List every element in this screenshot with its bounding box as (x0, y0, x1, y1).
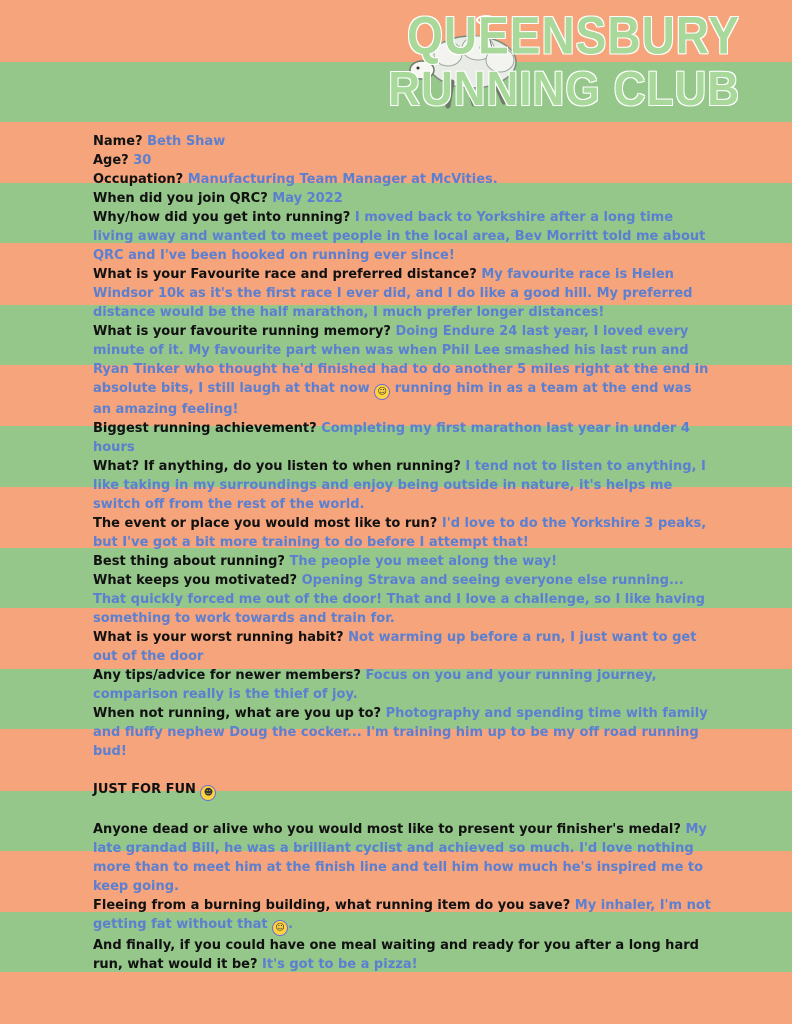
question: Fleeing from a burning building, what running item do you save? (93, 898, 571, 913)
question: What keeps you motivated? (93, 573, 298, 588)
answer: I tend not to listen to anything, I like taking in my surroundings and enjoy being outside in nature, it's helps me switch off from the rest of the world. (93, 459, 706, 512)
logo-text-queensbury: QUEENSBURY (407, 5, 740, 65)
question: Name? (93, 134, 143, 149)
interview-content (93, 132, 713, 974)
club-logo (388, 2, 768, 116)
qa-achievement (93, 419, 713, 457)
laughing-emoji-icon: ☺ (272, 920, 288, 936)
answer: I moved back to Yorkshire after a long time living away and wanted to meet people in the local area, Bev Morritt told me about QRC and I've been hooked on running ever since! (93, 210, 706, 263)
question: Occupation? (93, 172, 184, 187)
answer: My favourite race is Helen Windsor 10k as it's the first race I ever did, and I do like a good hill. My preferred distance would be the half marathon, I much prefer longer distances! (93, 267, 693, 320)
grinning-emoji-icon: ☺ (374, 384, 390, 400)
qa-favourite-race (93, 265, 713, 322)
question: Age? (93, 153, 129, 168)
fun-qa-meal (93, 936, 713, 974)
question: When did you join QRC? (93, 191, 268, 206)
answer: Beth Shaw (147, 134, 226, 149)
qa-motivation (93, 571, 713, 628)
fun-qa-burning-building (93, 896, 713, 936)
qa-join-date (93, 189, 713, 208)
answer: Not warming up before a run, I just want to get out of the door (93, 630, 697, 664)
qa-best-thing (93, 552, 713, 571)
question: What is your Favourite race and preferred distance? (93, 267, 477, 282)
band-orange (0, 972, 792, 1024)
qa-worst-habit (93, 628, 713, 666)
qa-not-running (93, 704, 713, 761)
answer-continued: . (288, 917, 294, 932)
spacer (93, 801, 713, 820)
qa-age (93, 151, 713, 170)
question: Biggest running achievement? (93, 421, 317, 436)
qa-running-memory (93, 322, 713, 419)
question: Anyone dead or alive who you would most like to present your finisher's medal? (93, 822, 681, 837)
answer: 30 (133, 153, 152, 168)
qa-event-place (93, 514, 713, 552)
qa-occupation (93, 170, 713, 189)
qa-listen (93, 457, 713, 514)
section-heading: JUST FOR FUN (93, 782, 196, 797)
answer: Completing my first marathon last year in under 4 hours (93, 421, 690, 455)
answer: My late grandad Bill, he was a brilliant cyclist and achieved so much. I'd love nothing more than to meet him at the finish line and tell him how much he's inspired me to keep going. (93, 822, 707, 894)
winking-tongue-emoji-icon: ☻ (200, 785, 216, 801)
question: When not running, what are you up to? (93, 706, 382, 721)
answer: My inhaler, I'm not getting fat without that (93, 898, 711, 932)
question: What is your worst running habit? (93, 630, 344, 645)
answer-continued: running him in as a team at the end was an amazing feeling! (93, 381, 692, 417)
question: The event or place you would most like to run? (93, 516, 438, 531)
answer: Manufacturing Team Manager at McVities. (187, 172, 498, 187)
qa-how-started (93, 208, 713, 265)
answer: Opening Strava and seeing everyone else running... That quickly forced me out of the door! That and I love a challenge, so I like having something to work towards and train for. (93, 573, 705, 626)
fun-heading (93, 780, 713, 801)
fun-qa-medal (93, 820, 713, 896)
qa-name (93, 132, 713, 151)
spacer (93, 761, 713, 780)
answer: Doing Endure 24 last year, I loved every minute of it. My favourite part when was when Phil Lee smashed his last run and Ryan Tinker who thought he'd finished had to do another 5 miles right at the end in absolute bits, I still laugh at that now (93, 324, 709, 396)
qa-tips (93, 666, 713, 704)
question: Any tips/advice for newer members? (93, 668, 361, 683)
answer: May 2022 (272, 191, 343, 206)
question: What? If anything, do you listen to when running? (93, 459, 461, 474)
question: And finally, if you could have one meal waiting and ready for you after a long hard run, what would it be? (93, 938, 699, 972)
question: Why/how did you get into running? (93, 210, 351, 225)
answer: I'd love to do the Yorkshire 3 peaks, but I've got a bit more training to do before I attempt that! (93, 516, 707, 550)
question: Best thing about running? (93, 554, 285, 569)
answer: It's got to be a pizza! (262, 957, 418, 972)
question: What is your favourite running memory? (93, 324, 391, 339)
answer: Photography and spending time with family and fluffy nephew Doug the cocker... I'm training him up to be my off road running bud! (93, 706, 708, 759)
answer: The people you meet along the way! (289, 554, 558, 569)
answer: Focus on you and your running journey, comparison really is the thief of joy. (93, 668, 657, 702)
logo-text-running-club: RUNNING CLUB (388, 62, 740, 116)
